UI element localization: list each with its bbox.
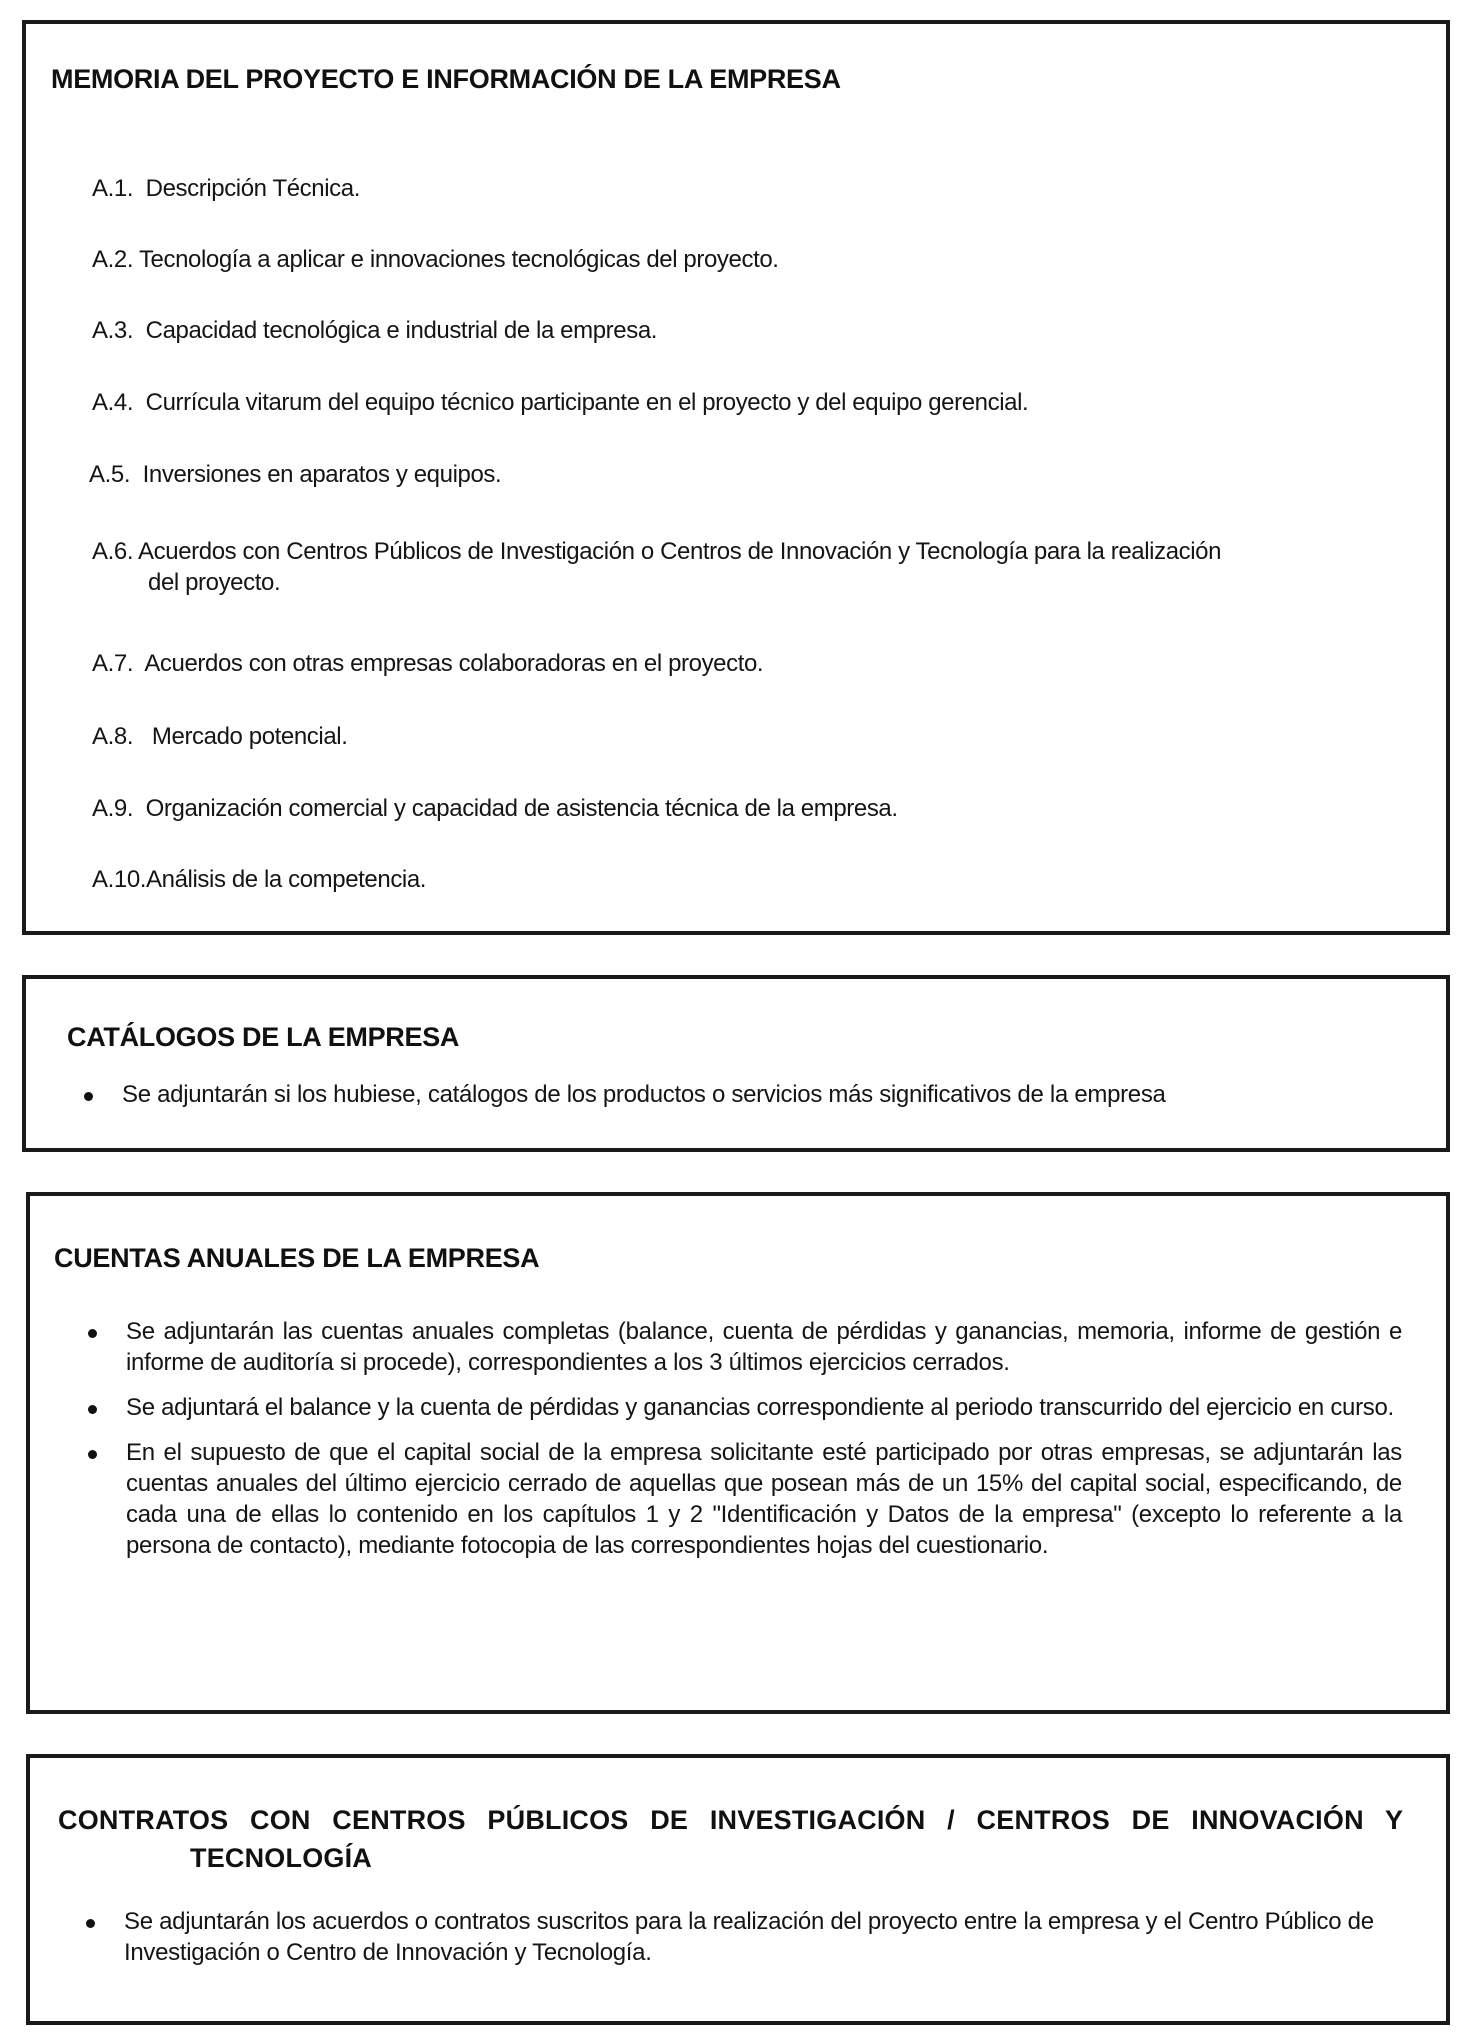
catalogos-section [22, 975, 1450, 1152]
item-number: A.10. [92, 866, 147, 893]
contratos-bullet-list [80, 1906, 1400, 1968]
memoria-item [92, 387, 1028, 418]
item-number: A.4. [92, 389, 134, 416]
memoria-item [89, 459, 501, 490]
bullet-dot-icon [88, 1450, 97, 1459]
bullet-text: En el supuesto de que el capital social de la empresa solicitante esté participado por otras empresas, se adjuntarán las cuentas anuales del último ejercicio cerrado de aquellas que posean más de un 15% del capital social, especificando, de cada una de ellas lo contenido en los capítulos 1 y 2 "Identificación y Datos de la empresa" (excepto lo referente a la persona de contacto), mediante fotocopia de las correspondientes hojas del cuestionario. [126, 1439, 1402, 1559]
bullet-dot-icon [88, 1405, 97, 1414]
bullet-item [80, 1906, 1400, 1968]
item-number: A.9. [92, 795, 134, 822]
bullet-dot-icon [88, 1329, 97, 1338]
item-number: A.2. [92, 246, 134, 273]
item-number: A.6. [92, 538, 134, 565]
bullet-item [78, 1079, 1418, 1110]
item-number: A.8. [92, 723, 134, 750]
item-text-continuation: del proyecto. [148, 569, 281, 596]
contratos-title [58, 1801, 1457, 1877]
cuentas-section [26, 1192, 1450, 1714]
item-text: Capacidad tecnológica e industrial de la empresa. [145, 317, 658, 344]
catalogos-title: CATÁLOGOS DE LA EMPRESA [67, 1022, 460, 1052]
memoria-item [92, 721, 348, 752]
cuentas-title: CUENTAS ANUALES DE LA EMPRESA [54, 1243, 540, 1273]
bullet-text: Se adjuntarán los acuerdos o contratos suscritos para la realización del proyecto entre la empresa y el Centro Público de Investigación o Centro de Innovación y Tecnología. [124, 1908, 1374, 1966]
bullet-text: Se adjuntarán las cuentas anuales completas (balance, cuenta de pérdidas y ganancias, memoria, informe de gestión e informe de auditoría si procede), correspondientes a los 3 últimos ejercicios cerrados. [126, 1318, 1402, 1376]
item-number: A.5. [89, 461, 131, 488]
memoria-item [92, 244, 779, 275]
bullet-text: Se adjuntarán si los hubiese, catálogos de los productos o servicios más significativos de la empresa [122, 1081, 1166, 1108]
memoria-item [92, 793, 898, 824]
item-number: A.3. [92, 317, 134, 344]
item-number: A.1. [92, 175, 134, 202]
cuentas-bullet-list [82, 1316, 1402, 1575]
memoria-item [92, 648, 763, 679]
memoria-section [22, 20, 1450, 935]
contratos-title-line2: TECNOLOGÍA [190, 1843, 372, 1873]
item-text: Acuerdos con otras empresas colaboradoras en el proyecto. [144, 650, 764, 677]
item-text: Tecnología a aplicar e innovaciones tecnológicas del proyecto. [138, 246, 779, 273]
bullet-item [82, 1316, 1402, 1378]
contratos-title-line1: CONTRATOS CON CENTROS PÚBLICOS DE INVESTIGACIÓN / CENTROS DE INNOVACIÓN Y [58, 1805, 1404, 1835]
memoria-item [92, 173, 360, 204]
catalogos-bullet-list [78, 1079, 1418, 1110]
item-text: Organización comercial y capacidad de asistencia técnica de la empresa. [145, 795, 898, 822]
item-text: Currícula vitarum del equipo técnico participante en el proyecto y del equipo gerencial. [145, 389, 1029, 416]
bullet-dot-icon [84, 1092, 93, 1101]
bullet-item [82, 1392, 1402, 1423]
memoria-item [92, 536, 1412, 598]
bullet-item [82, 1437, 1402, 1561]
item-text: Descripción Técnica. [145, 175, 360, 202]
memoria-item [92, 864, 426, 895]
contratos-section [26, 1754, 1450, 2025]
bullet-dot-icon [86, 1919, 95, 1928]
item-text: Mercado potencial. [151, 723, 348, 750]
item-text: Acuerdos con Centros Públicos de Investigación o Centros de Innovación y Tecnología para la realización [138, 538, 1222, 565]
item-number: A.7. [92, 650, 134, 677]
memoria-item [92, 315, 657, 346]
memoria-title: MEMORIA DEL PROYECTO E INFORMACIÓN DE LA EMPRESA [51, 64, 841, 94]
bullet-text: Se adjuntará el balance y la cuenta de pérdidas y ganancias correspondiente al periodo transcurrido del ejercicio en curso. [126, 1394, 1394, 1421]
item-text: Inversiones en aparatos y equipos. [142, 461, 502, 488]
item-text: Análisis de la competencia. [146, 866, 427, 893]
